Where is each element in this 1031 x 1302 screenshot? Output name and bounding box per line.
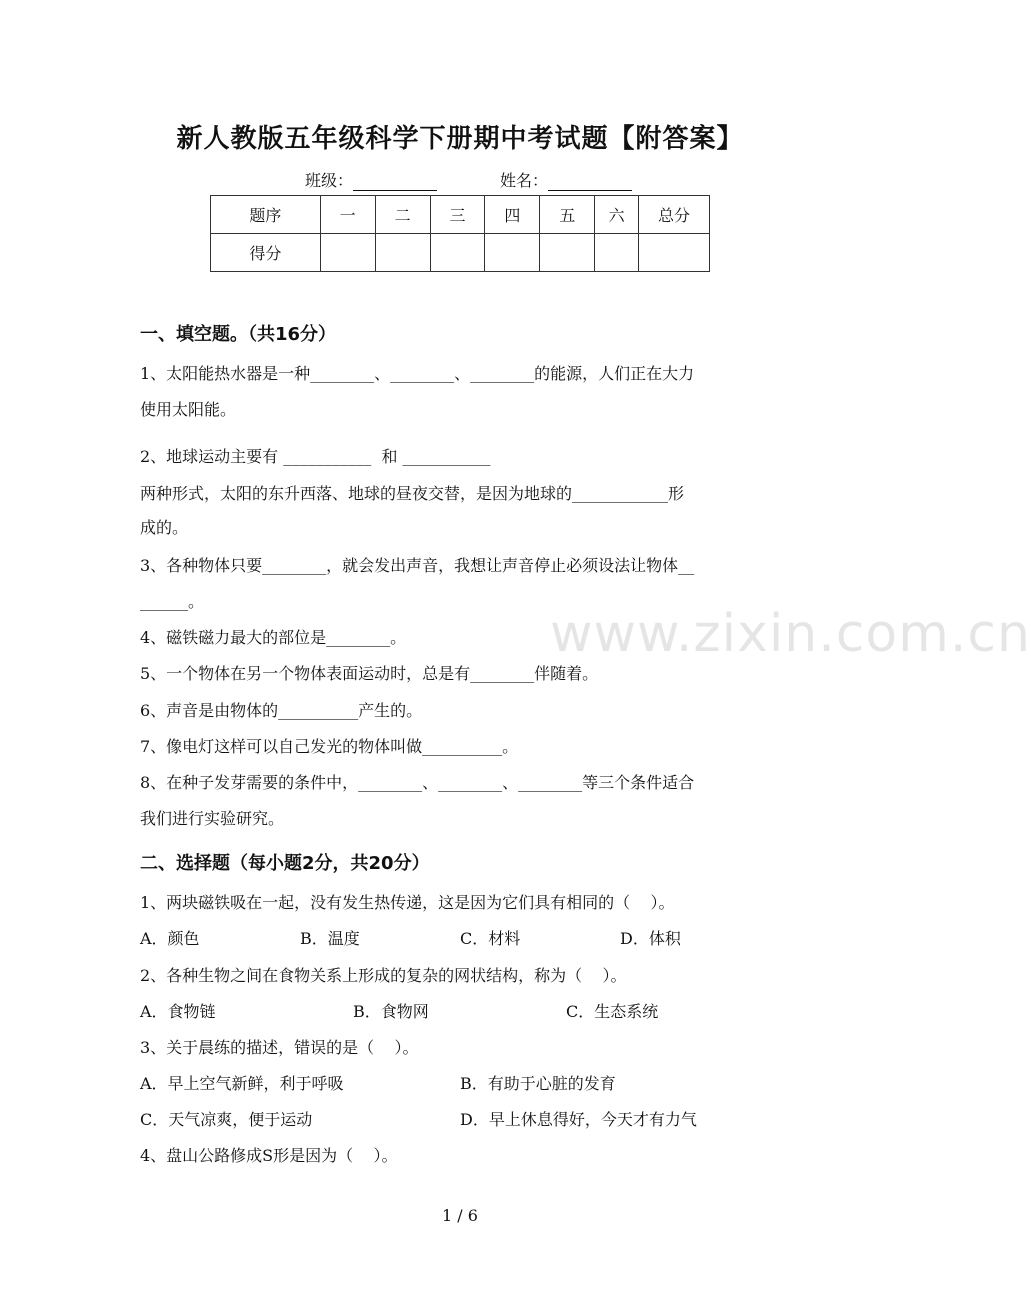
choice-question-stem: 4、盘山公路修成S形是因为（ ）。 xyxy=(140,1146,398,1165)
name-blank[interactable] xyxy=(548,172,632,191)
score-table xyxy=(210,195,710,272)
score-header-cell: 六 xyxy=(595,196,639,234)
score-header-cell: 题序 xyxy=(211,196,321,234)
name-field xyxy=(500,168,632,191)
page-number: 1 / 6 xyxy=(442,1206,478,1225)
fill-question-line: 8、在种子发芽需要的条件中，________、________、________等三个条件适合 xyxy=(140,773,695,792)
choice-option[interactable]: D．体积 xyxy=(620,929,681,948)
fill-question-line: 4、磁铁磁力最大的部位是________。 xyxy=(140,628,407,647)
class-field xyxy=(305,168,437,191)
choice-option[interactable]: A．颜色 xyxy=(140,929,200,948)
score-header-cell: 五 xyxy=(540,196,595,234)
score-header-cell: 四 xyxy=(485,196,540,234)
score-cell[interactable] xyxy=(320,234,375,272)
score-row-label: 得分 xyxy=(211,234,321,272)
fill-question-line: 3、各种物体只要________，就会发出声音，我想让声音停止必须设法让物体__ xyxy=(140,556,695,575)
choice-option[interactable]: C．天气凉爽，便于运动 xyxy=(140,1110,313,1129)
page-title: 新人教版五年级科学下册期中考试题【附答案】 xyxy=(176,124,744,154)
score-cell[interactable] xyxy=(639,234,710,272)
score-table-score-row xyxy=(211,234,710,272)
fill-question-line: ______。 xyxy=(140,592,205,611)
choice-option[interactable]: B．有助于心脏的发育 xyxy=(460,1074,616,1093)
class-label: 班级： xyxy=(305,171,354,190)
fill-question-line: 6、声音是由物体的__________产生的。 xyxy=(140,701,423,720)
choice-option[interactable]: A．早上空气新鲜，利于呼吸 xyxy=(140,1074,344,1093)
fill-question-line: 成的。 xyxy=(140,518,189,537)
fill-question-line: 2、地球运动主要有 ___________ 和 ___________ xyxy=(140,447,491,466)
choice-question-stem: 1、两块磁铁吸在一起，没有发生热传递，这是因为它们具有相同的（ ）。 xyxy=(140,893,675,912)
score-table-header-row xyxy=(211,196,710,234)
choice-option[interactable]: D．早上休息得好，今天才有力气 xyxy=(460,1110,697,1129)
choice-question-stem: 2、各种生物之间在食物关系上形成的复杂的网状结构，称为（ ）。 xyxy=(140,966,627,985)
section-1-heading: 一、填空题。（共16分） xyxy=(140,324,337,345)
choice-option[interactable]: A．食物链 xyxy=(140,1002,216,1021)
score-header-cell: 二 xyxy=(375,196,430,234)
score-cell[interactable] xyxy=(485,234,540,272)
score-cell[interactable] xyxy=(540,234,595,272)
choice-option[interactable]: C．生态系统 xyxy=(566,1002,659,1021)
section-2-heading: 二、选择题（每小题2分，共20分） xyxy=(140,853,430,874)
choice-option[interactable]: B．温度 xyxy=(300,929,360,948)
fill-question-line: 我们进行实验研究。 xyxy=(140,809,285,828)
watermark: www.zixin.com.cn xyxy=(550,604,1031,664)
score-cell[interactable] xyxy=(375,234,430,272)
score-cell[interactable] xyxy=(595,234,639,272)
choice-option[interactable]: B．食物网 xyxy=(353,1002,429,1021)
score-header-cell: 三 xyxy=(430,196,485,234)
score-cell[interactable] xyxy=(430,234,485,272)
fill-question-line: 1、太阳能热水器是一种________、________、________的能源，人们正在大力 xyxy=(140,364,695,383)
choice-question-stem: 3、关于晨练的描述，错误的是（ ）。 xyxy=(140,1038,419,1057)
fill-question-line: 5、一个物体在另一个物体表面运动时，总是有________伴随着。 xyxy=(140,664,599,683)
fill-question-line: 使用太阳能。 xyxy=(140,400,237,419)
name-label: 姓名： xyxy=(500,171,549,190)
fill-question-line: 两种形式，太阳的东升西落、地球的昼夜交替，是因为地球的____________形 xyxy=(140,484,685,503)
score-header-cell: 一 xyxy=(320,196,375,234)
class-blank[interactable] xyxy=(353,172,437,191)
fill-question-line: 7、像电灯这样可以自己发光的物体叫做__________。 xyxy=(140,737,519,756)
score-header-cell: 总分 xyxy=(639,196,710,234)
choice-option[interactable]: C．材料 xyxy=(460,929,521,948)
